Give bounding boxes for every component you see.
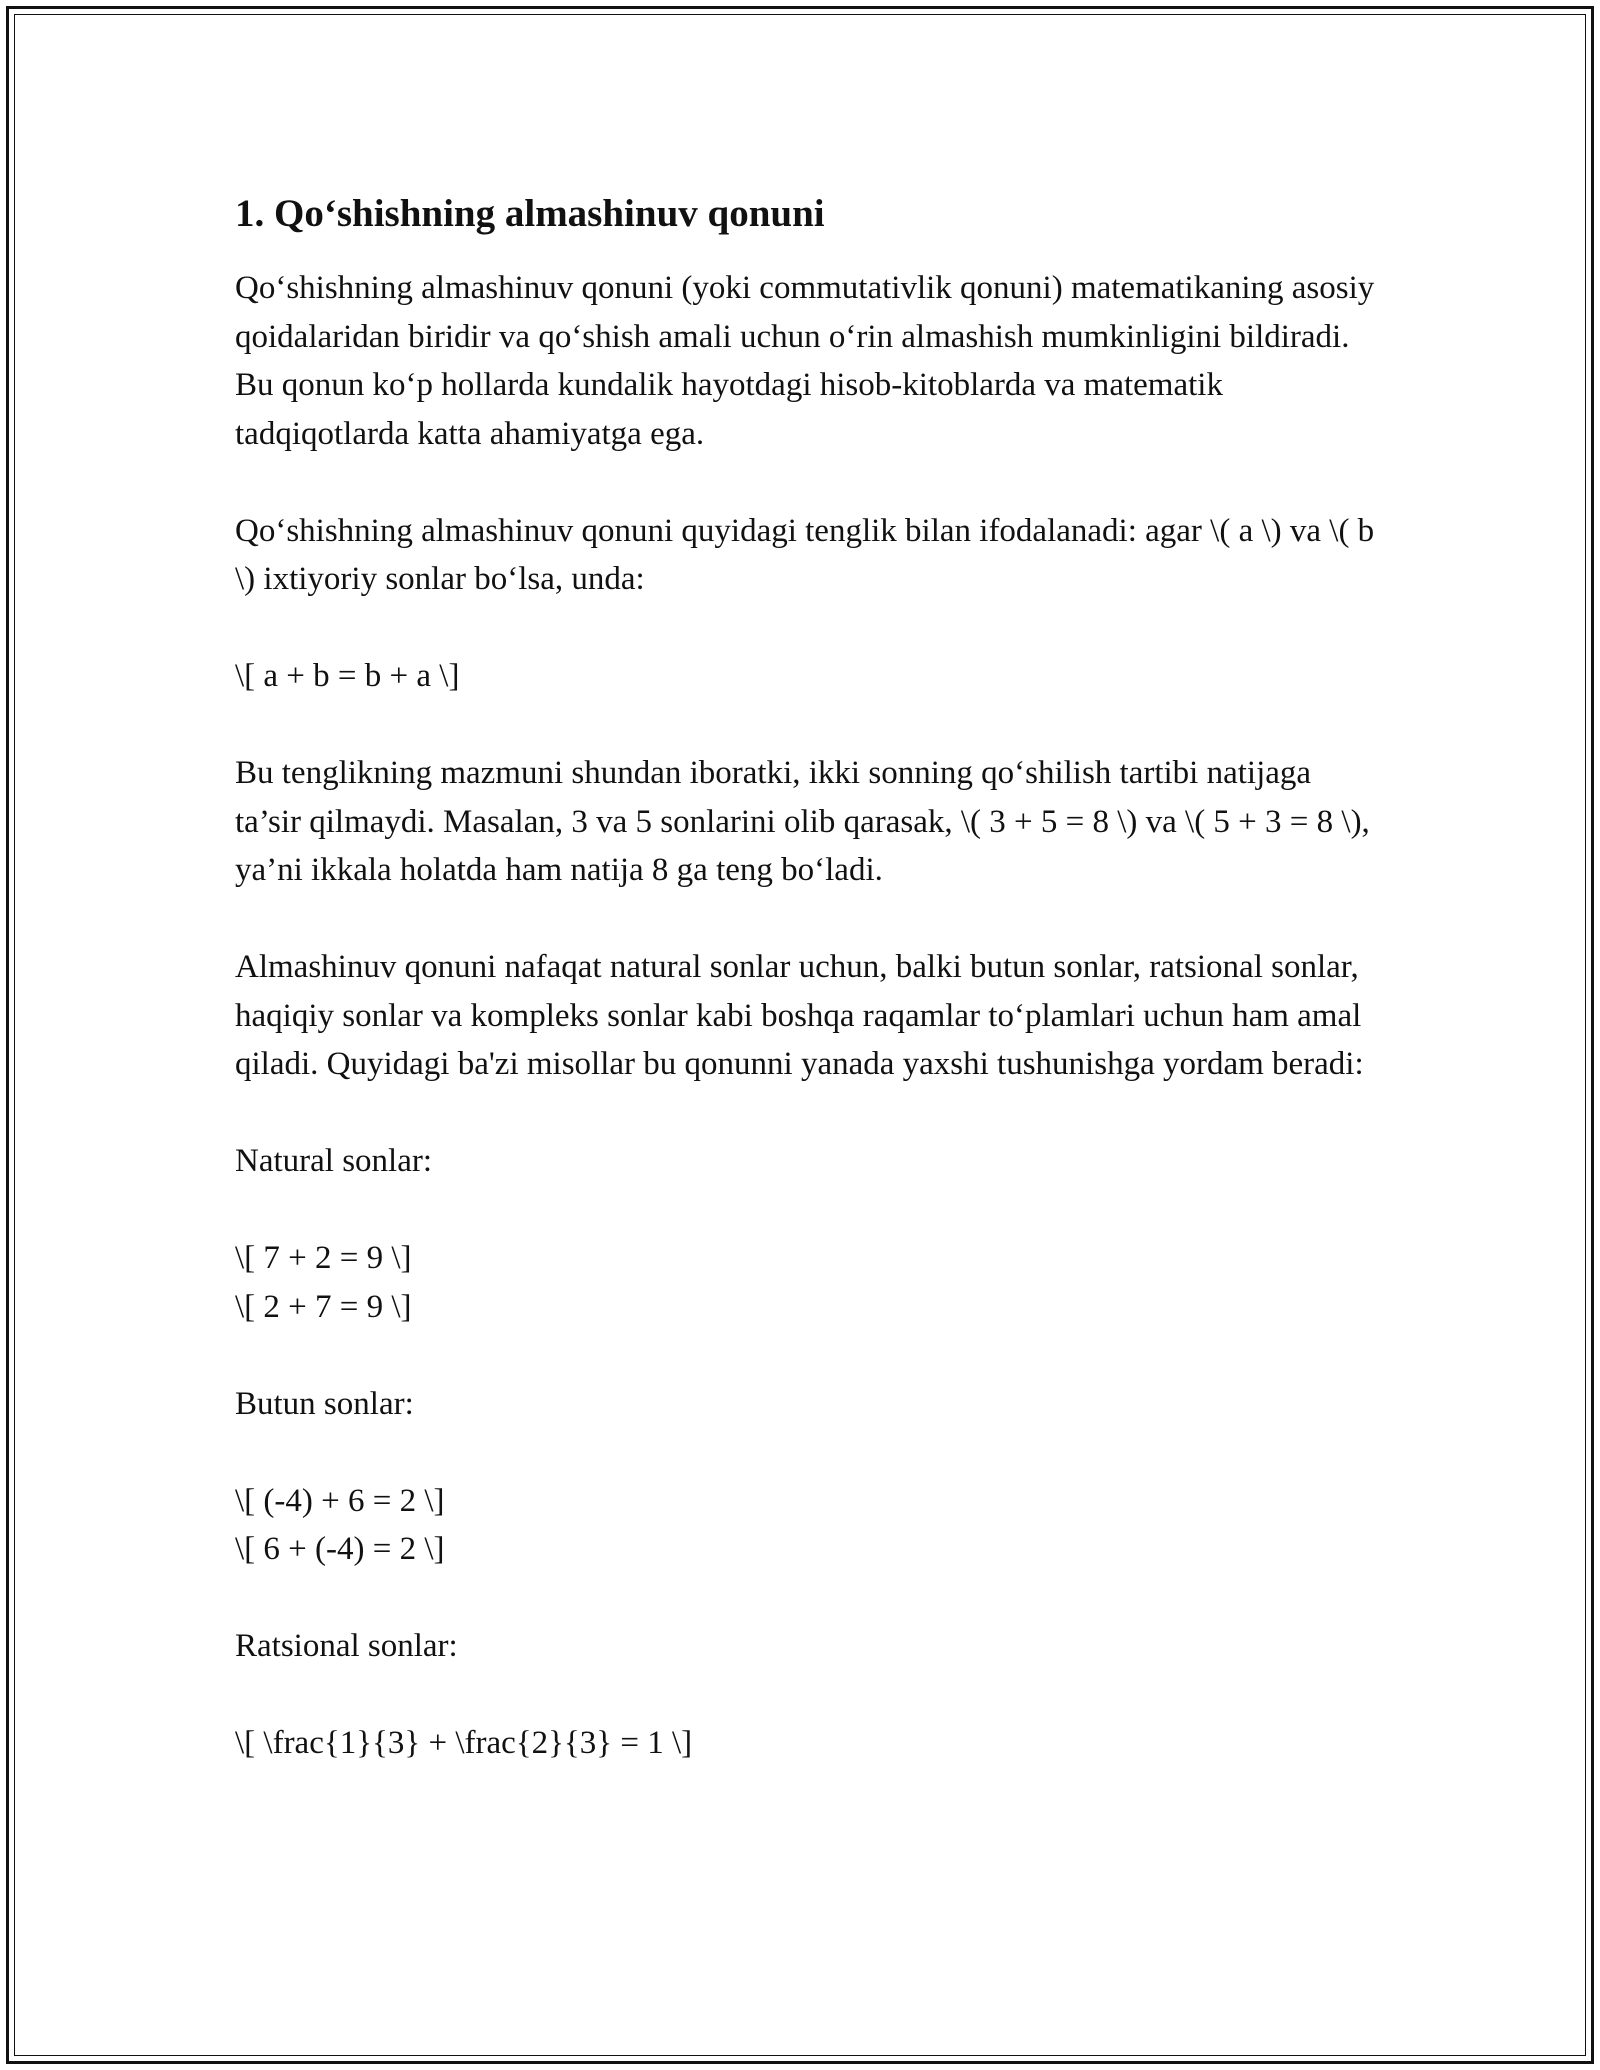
paragraph-sets: Almashinuv qonuni nafaqat natural sonlar uchun, balki butun sonlar, ratsional sonlar, haqiqiy sonlar va kompleks sonlar kabi boshqa raqamlar to‘plamlari uchun ham amal qiladi. Quyidagi ba'zi misollar bu qonunni yanada yaxshi tushunishga yordam beradi: — [235, 949, 1364, 1082]
document-body — [235, 186, 1385, 1768]
formula-natural-2: \[ 2 + 7 = 9 \] — [235, 1288, 412, 1325]
label-rational: Ratsional sonlar: — [235, 1628, 458, 1664]
label-natural: Natural sonlar: — [235, 1143, 433, 1179]
formula-natural-1: \[ 7 + 2 = 9 \] — [235, 1240, 412, 1276]
paragraph-example: Bu tenglikning mazmuni shundan iboratki, ikki sonning qo‘shilish tartibi natijaga ta’sir qilmaydi. Masalan, 3 va 5 sonlarini olib qarasak, \( 3 + 5 = 8 \) va \( 5 + 3 = 8 \), ya’ni ikkala holatda ham natija 8 ga teng bo‘ladi. — [235, 755, 1370, 888]
formula-integer-2: \[ 6 + (-4) = 2 \] — [235, 1531, 445, 1567]
paragraph-definition: Qo‘shishning almashinuv qonuni quyidagi tenglik bilan ifodalanadi: agar \( a \) va \( b \) ixtiyoriy sonlar bo‘lsa, unda: — [235, 512, 1375, 597]
section-heading: 1. Qo‘shishning almashinuv qonuni — [235, 192, 825, 235]
formula-integer-1: \[ (-4) + 6 = 2 \] — [235, 1482, 445, 1519]
formula-commutative: \[ a + b = b + a \] — [235, 658, 460, 694]
paragraph-intro: Qo‘shishning almashinuv qonuni (yoki commutativlik qonuni) matematikaning asosiy qoidalaridan biridir va qo‘shish amali uchun o‘rin almashish mumkinligini bildiradi. Bu qonun ko‘p hollarda kundalik hayotdagi hisob-kitoblarda va matematik tadqiqotlarda katta ahamiyatga ega. — [235, 270, 1375, 452]
label-integer: Butun sonlar: — [235, 1385, 414, 1422]
formula-rational: \[ \frac{1}{3} + \frac{2}{3} = 1 \] — [235, 1725, 693, 1761]
